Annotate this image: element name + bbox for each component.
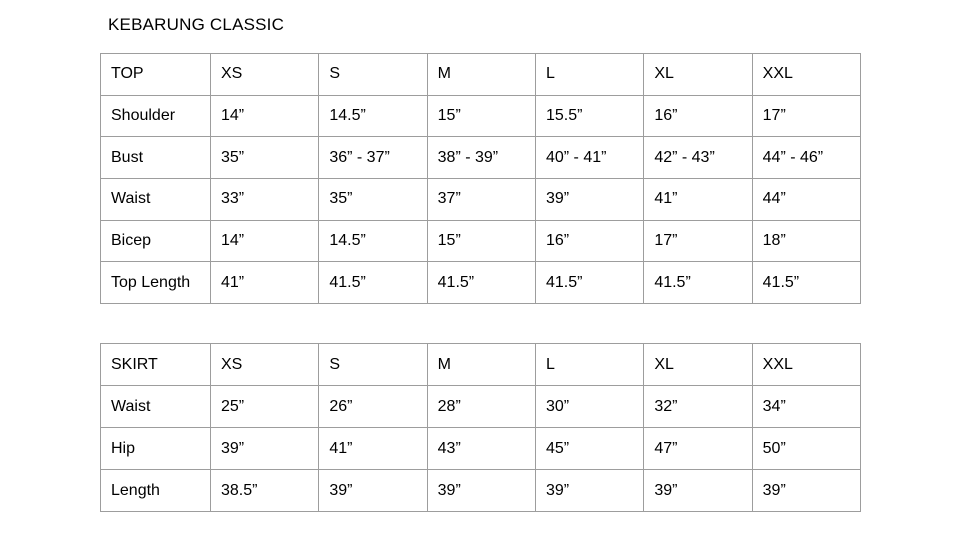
table-cell: 50” [752,428,860,470]
table-cell: 14.5” [319,95,427,137]
skirt-size-table [100,343,861,512]
table-header-row [101,54,861,96]
top-size-table [100,53,861,304]
row-label-bust: Bust [101,137,211,179]
table-corner-header: SKIRT [101,344,211,386]
table-cell: 18” [752,220,860,262]
table-cell: 33” [211,179,319,221]
table-cell: 14.5” [319,220,427,262]
table-header-row [101,344,861,386]
table-cell: 15” [427,95,535,137]
table-cell: 17” [752,95,860,137]
table-cell: 39” [752,470,860,512]
table-cell: 15.5” [535,95,643,137]
table-cell: 41” [319,428,427,470]
table-row [101,95,861,137]
table-cell: 41.5” [644,262,752,304]
table-cell: 41.5” [319,262,427,304]
table-cell: 39” [535,470,643,512]
column-header-xs: XS [211,54,319,96]
table-row [101,262,861,304]
table-cell: 16” [535,220,643,262]
table-cell: 43” [427,428,535,470]
table-cell: 37” [427,179,535,221]
table-cell: 44” [752,179,860,221]
row-label-hip: Hip [101,428,211,470]
table-cell: 32” [644,386,752,428]
table-cell: 39” [211,428,319,470]
column-header-xs: XS [211,344,319,386]
table-cell: 25” [211,386,319,428]
table-row [101,428,861,470]
column-header-s: S [319,344,427,386]
table-cell: 41” [211,262,319,304]
table-cell: 39” [535,179,643,221]
table-cell: 38.5” [211,470,319,512]
table-cell: 34” [752,386,860,428]
table-corner-header: TOP [101,54,211,96]
table-row [101,470,861,512]
table-cell: 41.5” [752,262,860,304]
table-cell: 47” [644,428,752,470]
column-header-xxl: XXL [752,344,860,386]
row-label-bicep: Bicep [101,220,211,262]
table-row [101,137,861,179]
table-cell: 14” [211,220,319,262]
table-cell: 35” [319,179,427,221]
page-title: KEBARUNG CLASSIC [108,15,285,34]
table-cell: 38” - 39” [427,137,535,179]
table-cell: 15” [427,220,535,262]
table-cell: 28” [427,386,535,428]
table-cell: 30” [535,386,643,428]
column-header-xl: XL [644,344,752,386]
column-header-m: M [427,344,535,386]
table-cell: 39” [427,470,535,512]
column-header-m: M [427,54,535,96]
table-row [101,179,861,221]
row-label-waist: Waist [101,386,211,428]
column-header-xxl: XXL [752,54,860,96]
column-header-l: L [535,344,643,386]
table-cell: 36” - 37” [319,137,427,179]
table-cell: 16” [644,95,752,137]
row-label-waist: Waist [101,179,211,221]
table-cell: 41” [644,179,752,221]
table-cell: 40” - 41” [535,137,643,179]
table-cell: 39” [644,470,752,512]
table-row [101,220,861,262]
column-header-xl: XL [644,54,752,96]
table-cell: 17” [644,220,752,262]
row-label-length: Length [101,470,211,512]
table-cell: 14” [211,95,319,137]
table-cell: 41.5” [535,262,643,304]
table-cell: 42” - 43” [644,137,752,179]
table-cell: 39” [319,470,427,512]
table-cell: 44” - 46” [752,137,860,179]
row-label-top-length: Top Length [101,262,211,304]
table-cell: 45” [535,428,643,470]
table-row [101,386,861,428]
table-cell: 41.5” [427,262,535,304]
column-header-s: S [319,54,427,96]
row-label-shoulder: Shoulder [101,95,211,137]
table-cell: 26” [319,386,427,428]
column-header-l: L [535,54,643,96]
table-cell: 35” [211,137,319,179]
